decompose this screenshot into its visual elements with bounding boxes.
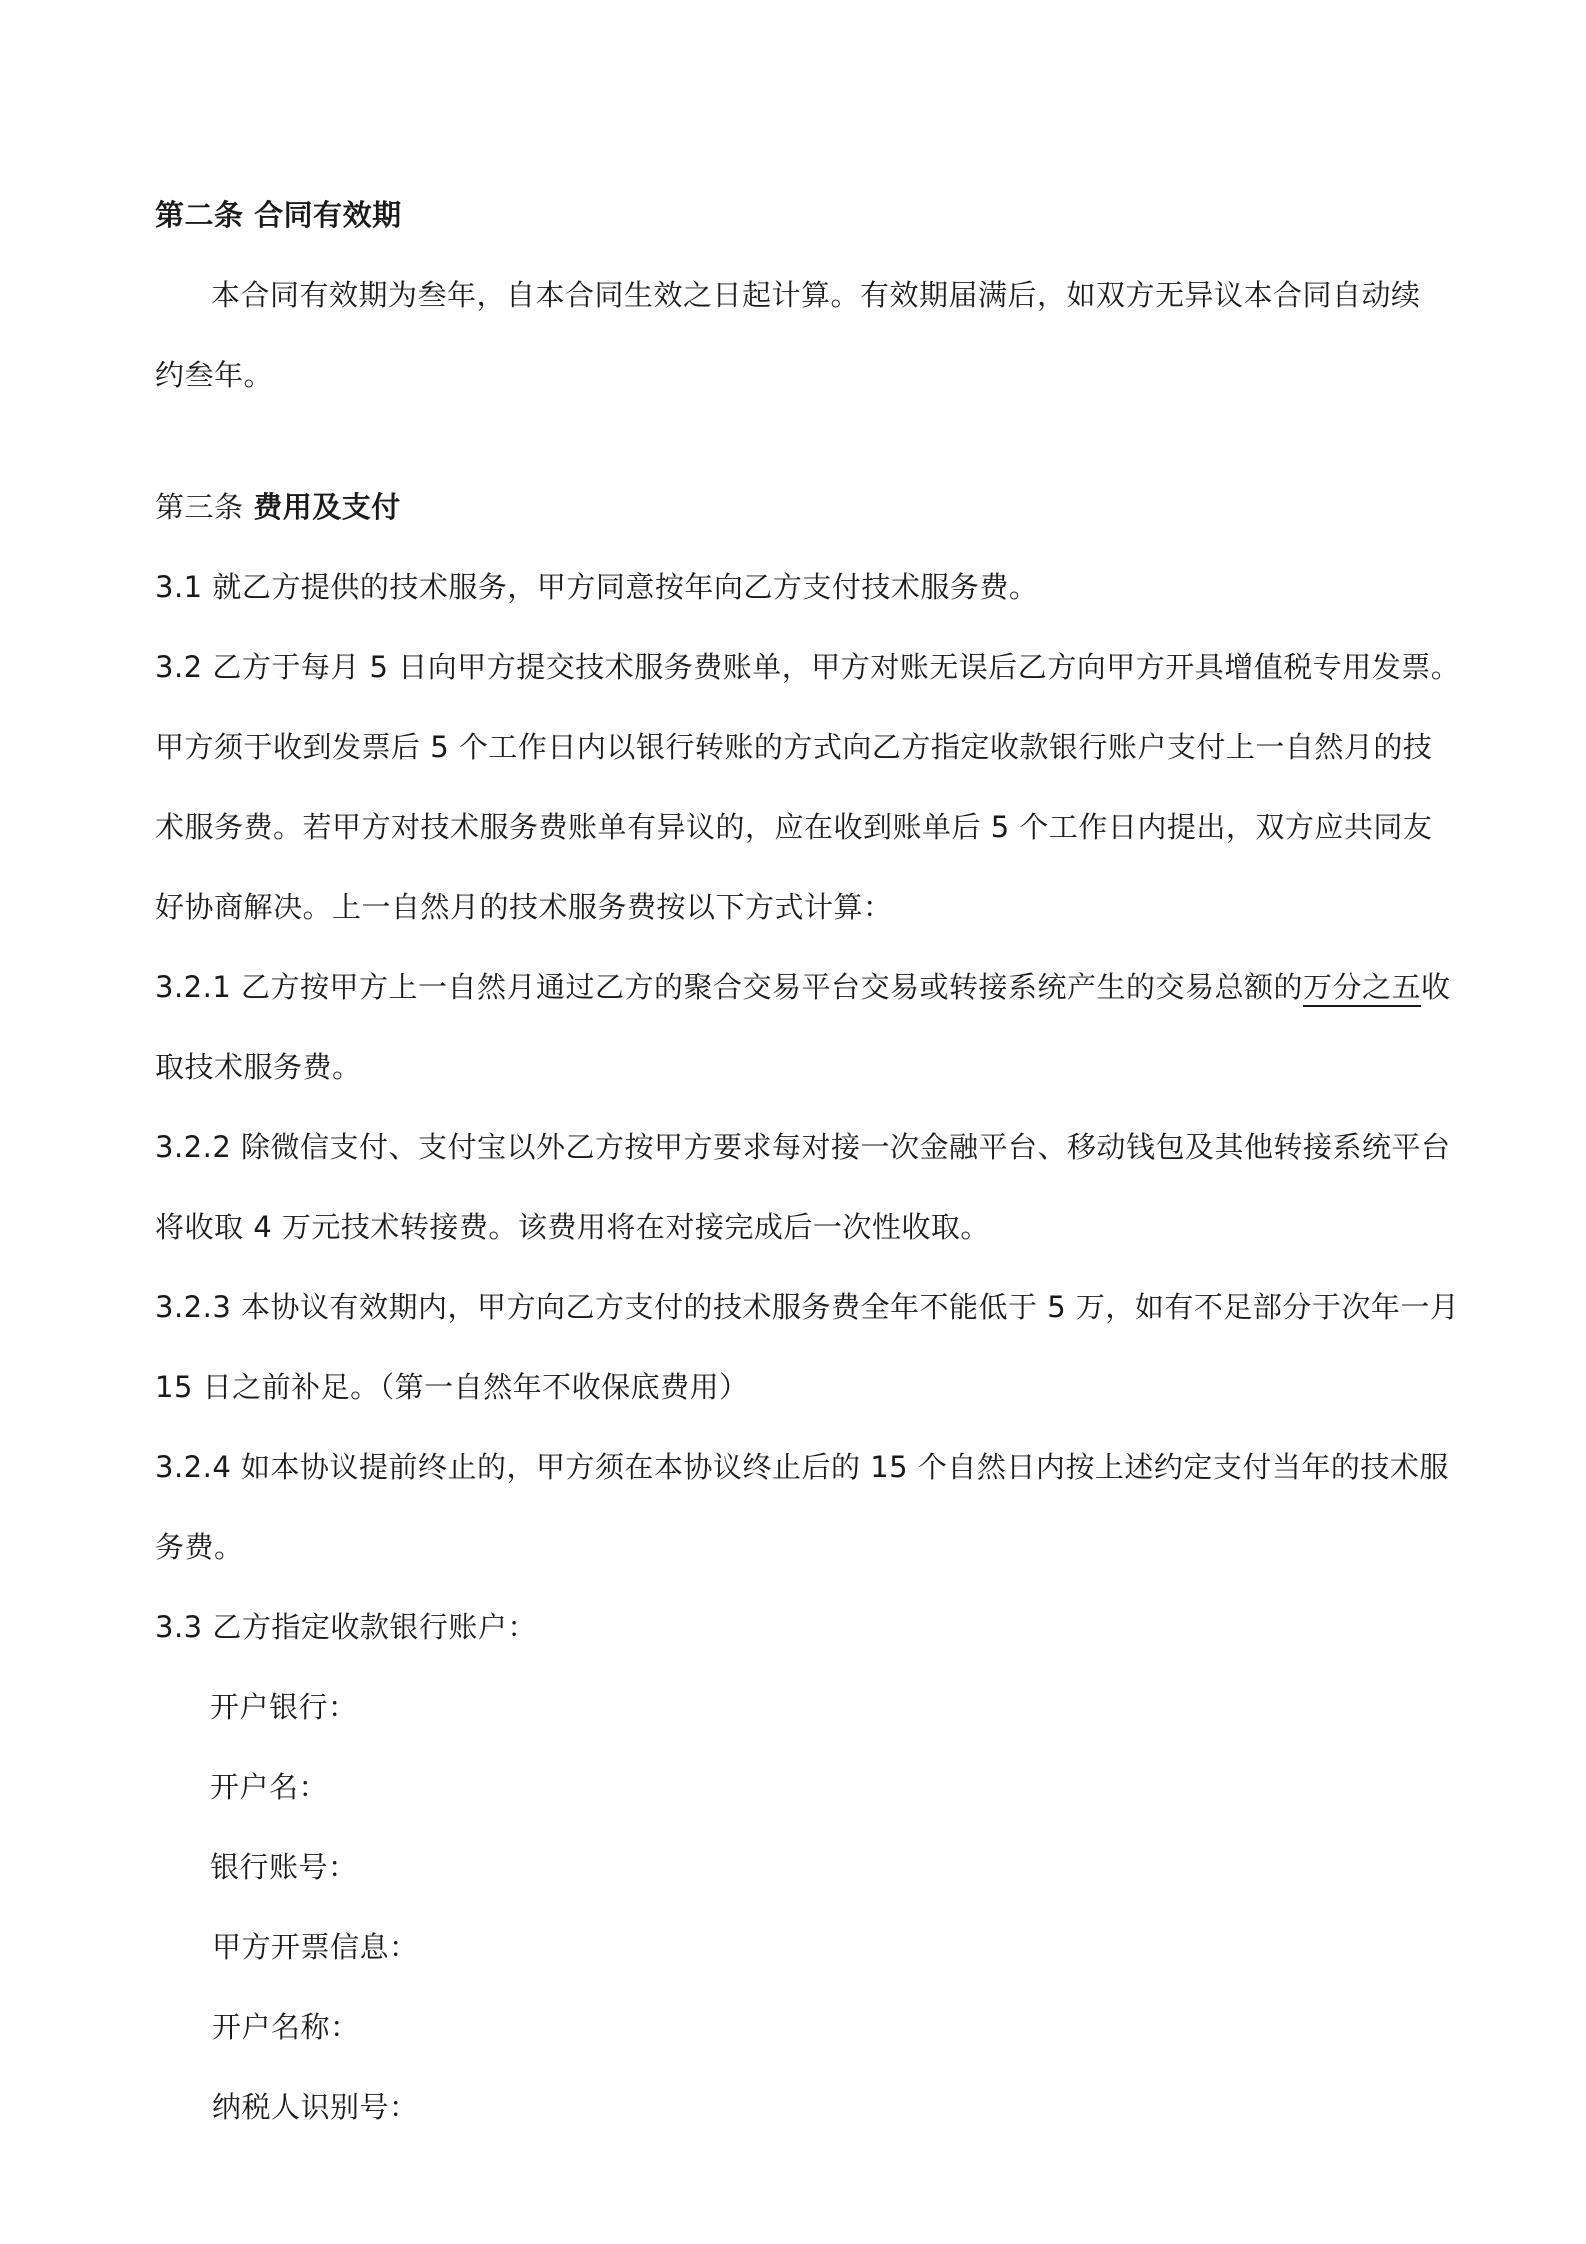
section-3-2-3-line2: 15 日之前补足。（第一自然年不收保底费用） <box>155 1370 749 1404</box>
section-3-3: 3.3 乙方指定收款银行账户： <box>155 1610 537 1644</box>
section-3-2-line3: 术服务费。若甲方对技术服务费账单有异议的，应在收到账单后 5 个工作日内提出，双方应共同友 <box>155 810 1433 844</box>
invoice-field-tax-id: 纳税人识别号： <box>212 2090 419 2124</box>
section-3-2-1-text-b: 收 <box>1421 970 1451 1004</box>
section-3-2-4-line2: 务费。 <box>155 1530 244 1564</box>
article2-paragraph-line1: 本合同有效期为叁年，自本合同生效之日起计算。有效期届满后，如双方无异议本合同自动续 <box>211 278 1421 312</box>
section-3-2-1-underlined-rate: 万分之五 <box>1303 970 1421 1007</box>
section-3-2-1-line1 <box>155 967 1451 1007</box>
section-3-2-1-line2: 取技术服务费。 <box>155 1050 362 1084</box>
invoice-field-company-name: 开户名称： <box>212 2010 360 2044</box>
section-3-2-2-line2: 将收取 4 万元技术转接费。该费用将在对接完成后一次性收取。 <box>155 1210 990 1244</box>
section-3-2-line1: 3.2 乙方于每月 5 日向甲方提交技术服务费账单，甲方对账无误后乙方向甲方开具增值税专用发票。 <box>155 650 1461 684</box>
article3-heading-prefix: 第三条 <box>155 490 244 524</box>
section-3-2-1-text-a: 3.2.1 乙方按甲方上一自然月通过乙方的聚合交易平台交易或转接系统产生的交易总额的 <box>155 970 1304 1004</box>
invoice-info-title: 甲方开票信息： <box>212 1930 419 1964</box>
section-3-2-4-line1: 3.2.4 如本协议提前终止的，甲方须在本协议终止后的 15 个自然日内按上述约定支付当年的技术服 <box>155 1450 1449 1484</box>
bank-field-account-number: 银行账号： <box>210 1850 358 1884</box>
bank-field-account-name: 开户名： <box>210 1770 329 1804</box>
section-3-1: 3.1 就乙方提供的技术服务，甲方同意按年向乙方支付技术服务费。 <box>155 570 1039 604</box>
article3-heading-title: 费用及支付 <box>253 490 401 524</box>
bank-field-bank: 开户银行： <box>210 1690 358 1724</box>
section-3-2-2-line1: 3.2.2 除微信支付、支付宝以外乙方按甲方要求每对接一次金融平台、移动钱包及其他转接系统平台 <box>155 1130 1451 1164</box>
article2-heading: 第二条 合同有效期 <box>155 198 402 232</box>
article3-heading <box>155 487 401 527</box>
section-3-2-3-line1: 3.2.3 本协议有效期内，甲方向乙方支付的技术服务费全年不能低于 5 万，如有不足部分于次年一月 <box>155 1290 1460 1324</box>
article2-paragraph-line2: 约叁年。 <box>155 358 274 392</box>
section-3-2-line2: 甲方须于收到发票后 5 个工作日内以银行转账的方式向乙方指定收款银行账户支付上一自然月的技 <box>155 730 1433 764</box>
section-3-2-line4: 好协商解决。上一自然月的技术服务费按以下方式计算： <box>155 890 893 924</box>
